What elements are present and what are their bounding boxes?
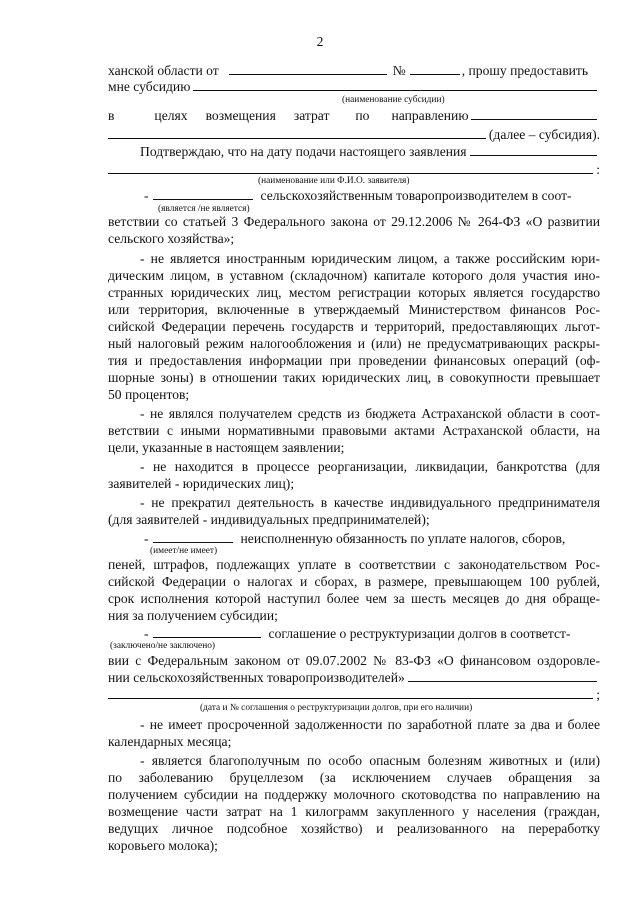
caption-subsidy-name: (наименование субсидии) xyxy=(342,95,445,105)
line-agreement xyxy=(108,686,600,703)
text-dash: - xyxy=(144,188,149,203)
text-line: пеней, штрафов, подлежащих уплате в соответствии с законодательством Рос- xyxy=(108,557,600,572)
text-line: коровьего молока); xyxy=(108,838,218,853)
page-number: 2 xyxy=(316,34,324,49)
blank-direction xyxy=(471,107,597,120)
line-subsidy xyxy=(108,78,600,95)
text-line: сийской Федерации о налогах и сборах, в размере, превышающем 100 рублей, xyxy=(108,574,600,589)
text-line: - не является иностранным юридическим лицом, а также российским юри- xyxy=(140,251,600,266)
line-confirm xyxy=(108,143,600,160)
text-line: срок исполнения которой наступил более чем за шесть месяцев до дня обраще- xyxy=(108,591,600,606)
blank-direction-cont xyxy=(108,126,486,139)
word-tselyakh: целях xyxy=(154,108,188,123)
text-dash: - xyxy=(144,531,149,546)
text-line: календарных месяца; xyxy=(108,734,232,749)
text-line: по заболеванию бруцеллезом (за исключением случаев обращения за xyxy=(108,770,600,785)
text-line: ветствии со статьей 3 Федерального закона от 29.12.2006 № 264-ФЗ «О развитии xyxy=(108,214,600,229)
blank-concluded xyxy=(153,625,261,638)
text-line: ный налоговый режим налогообложения и (или) не предусматривающих раскры- xyxy=(108,336,600,351)
text-line: (для заявителей - индивидуальных предпринимателей); xyxy=(108,512,430,527)
text-line: сельского хозяйства»; xyxy=(108,231,235,246)
word-po: по xyxy=(355,108,370,123)
text-line: или территория, включенные в утверждаемый Министерством финансов Рос- xyxy=(108,302,600,317)
text-line: - является благополучным по особо опасным болезням животных и (или) xyxy=(140,753,600,768)
line-purpose xyxy=(108,107,600,124)
text-line: цели, указанные в настоящем заявлении; xyxy=(108,440,345,455)
word-v: в xyxy=(108,108,115,123)
text-hereinafter: (далее – субсидия). xyxy=(488,127,600,142)
blank-agreement-cont xyxy=(408,669,597,682)
text-line: тия и предоставления информации при проведении финансовых операций (оф- xyxy=(108,353,600,368)
line-producers-law xyxy=(108,669,600,686)
caption-is-not: (является /не является) xyxy=(158,204,250,214)
line-restructuring xyxy=(108,625,600,642)
line-date-number xyxy=(108,62,600,79)
text-producer: сельскохозяйственным товаропроизводителем в соот- xyxy=(260,188,572,203)
line-tax-debt xyxy=(108,530,600,547)
text-line: ния за получением субсидии; xyxy=(108,608,278,623)
blank-applicant-name xyxy=(108,161,593,174)
caption-applicant-name: (наименование или Ф.И.О. заявителя) xyxy=(258,176,410,186)
text-restructuring: соглашение о реструктуризации долгов в соответст- xyxy=(268,626,571,641)
blank-agreement xyxy=(108,686,593,699)
text-line: получением субсидии на поддержку молочного скотоводства по направлению на xyxy=(108,787,600,802)
text-line: ветствии с иными нормативными правовыми актами Астраханской области, на xyxy=(108,423,600,438)
caption-concluded: (заключено/не заключено) xyxy=(110,641,216,651)
blank-confirm xyxy=(470,143,597,156)
word-napravleniyu: направлению xyxy=(391,108,469,123)
text-line: 50 процентов; xyxy=(108,387,190,402)
caption-agreement-date: (дата и № соглашения о реструктуризации долгов, при его наличии) xyxy=(200,703,473,713)
text-line: ведущих личное подсобное хозяйство) и реализованного на переработку xyxy=(108,821,600,836)
text-line: странных юридических лиц, местом регистрации которых является государство xyxy=(108,285,600,300)
text-subsidy: мне субсидию xyxy=(108,79,191,94)
text-request: , прошу предоставить xyxy=(461,63,589,78)
text-region-from: ханской области от xyxy=(108,63,219,78)
text-line: - не прекратил деятельность в качестве индивидуального предпринимателя xyxy=(140,495,600,510)
text-number-sign: № xyxy=(392,63,406,78)
caption-has-not: (имеет/не имеет) xyxy=(150,546,218,556)
text-line: - не находится в процессе реорганизации, ликвидации, банкротства (для xyxy=(140,459,600,474)
word-zatrat: затрат xyxy=(293,108,330,123)
text-line: вии с Федеральным законом от 09.07.2002 № 83-ФЗ «О финансовом оздоровле- xyxy=(108,653,600,668)
text-line: дическим лицом, в уставном (складочном) капитале которого доля участия ино- xyxy=(108,268,600,283)
text-semicolon: ; xyxy=(596,687,600,702)
word-vozmeshcheniya: возмещения xyxy=(205,108,276,123)
blank-is-producer xyxy=(153,187,253,200)
text-tax-debt: неисполненную обязанность по уплате налогов, сборов, xyxy=(240,531,566,546)
text-line: шорные зоны) в отношении таких юридических лиц, в совокупности превышает xyxy=(108,370,600,385)
blank-number xyxy=(410,62,460,75)
blank-has-debt xyxy=(153,530,233,543)
text-line: - не имеет просроченной задолженности по заработной плате за два и более xyxy=(140,717,600,732)
text-line: сийской Федерации перечень государств и территорий, предоставляющих льгот- xyxy=(108,319,600,334)
text-producers-law: нии сельскохозяйственных товаропроизводителей» xyxy=(108,670,405,685)
blank-date xyxy=(229,62,387,75)
text-colon: : xyxy=(596,162,600,177)
text-confirm: Подтверждаю, что на дату подачи настоящего заявления xyxy=(140,144,467,159)
line-producer xyxy=(108,187,600,204)
text-line: - не являлся получателем средств из бюджета Астраханской области в соот- xyxy=(140,406,600,421)
text-dash: - xyxy=(144,626,149,641)
blank-subsidy-name xyxy=(193,78,597,91)
line-direction-cont xyxy=(108,126,600,143)
text-line: заявителей - юридических лиц); xyxy=(108,476,295,491)
text-line: возмещение части затрат на 1 килограмм закупленного у населения (граждан, xyxy=(108,804,600,819)
